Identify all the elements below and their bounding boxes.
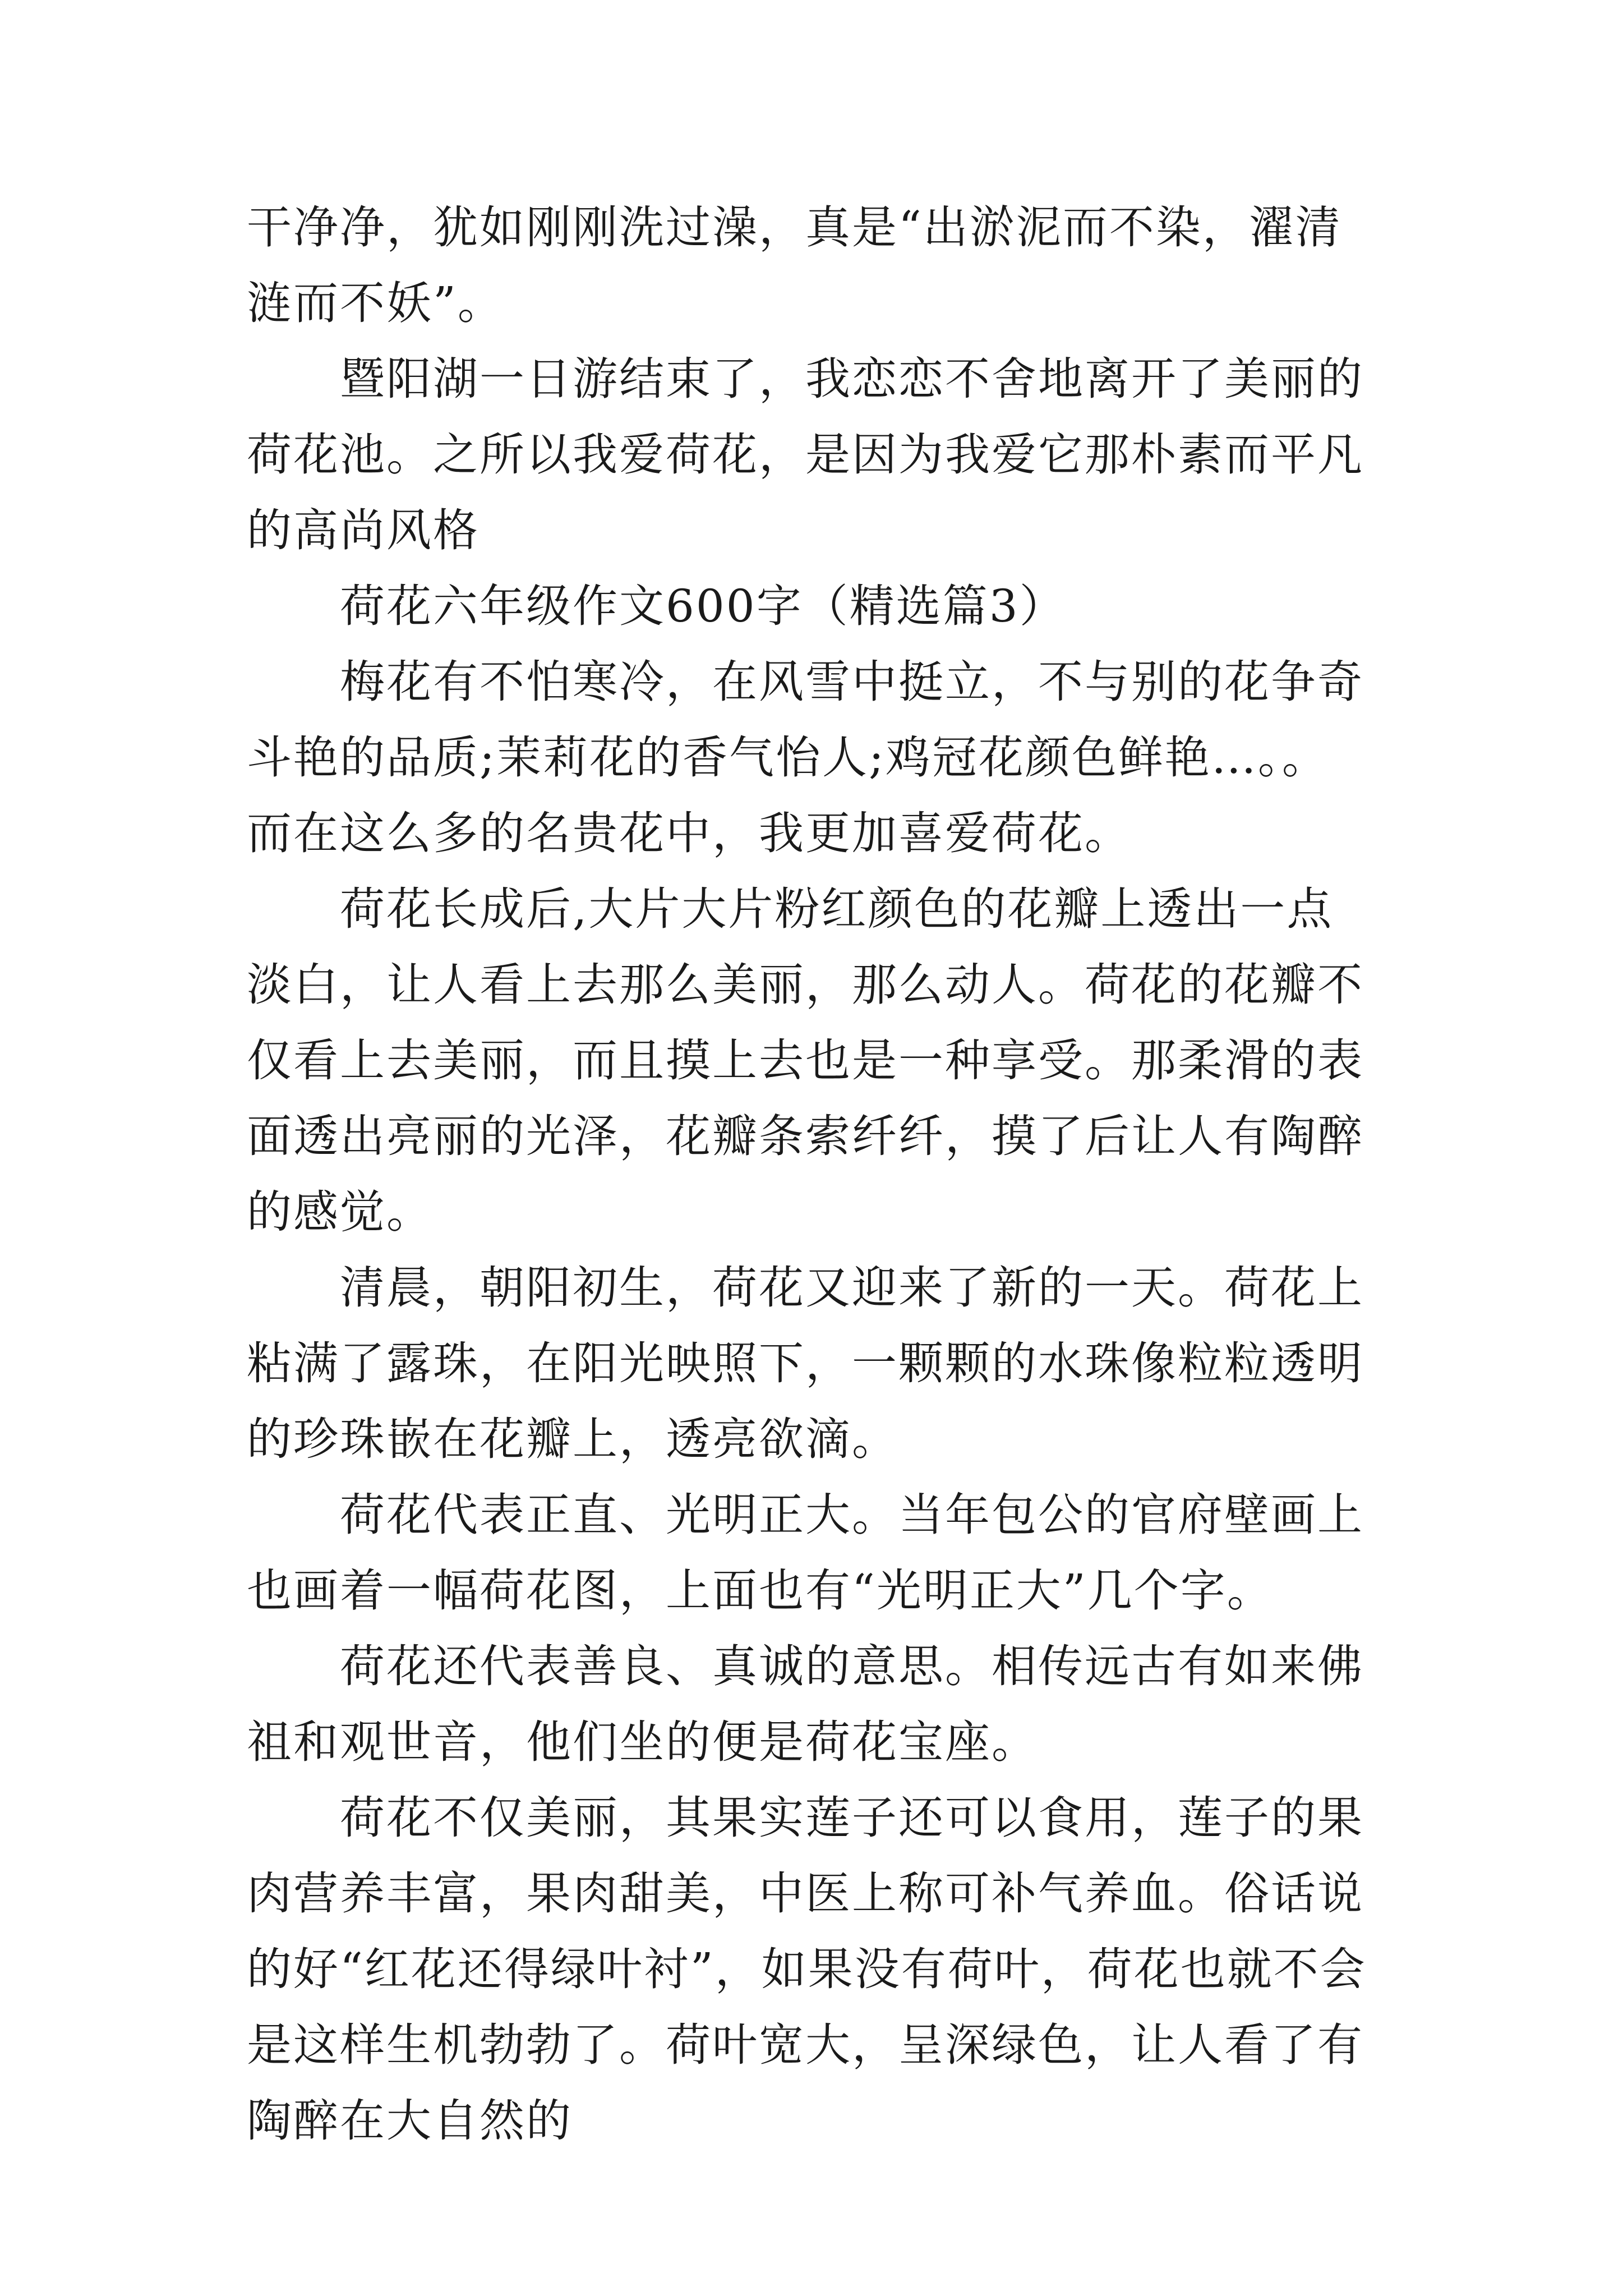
paragraph-4: 荷花长成后,大片大片粉红颜色的花瓣上透出一点淡白，让人看上去那么美丽，那么动人。荷花的花瓣不仅看上去美丽，而且摸上去也是一种享受。那柔滑的表面透出亮丽的光泽，花瓣条索纤纤，摸了后让人有陶醉的感觉。: [247, 883, 1364, 1238]
paragraph-2: 暨阳湖一日游结束了，我恋恋不舍地离开了美丽的荷花池。之所以我爱荷花，是因为我爱它那朴素而平凡的高尚风格: [247, 353, 1364, 556]
document-body: [247, 190, 1368, 2159]
paragraph-1: 干净净，犹如刚刚洗过澡，真是“出淤泥而不染，濯清涟而不妖”。: [247, 201, 1342, 329]
paragraph-7: 荷花还代表善良、真诚的意思。相传远古有如来佛祖和观世音，他们坐的便是荷花宝座。: [247, 1640, 1364, 1768]
paragraph-6: 荷花代表正直、光明正大。当年包公的官府壁画上也画着一幅荷花图，上面也有“光明正大”几个字。: [247, 1489, 1364, 1617]
section-heading: 荷花六年级作文600字（精选篇3）: [340, 580, 1066, 632]
paragraph-8: 荷花不仅美丽，其果实莲子还可以食用，莲子的果肉营养丰富，果肉甜美，中医上称可补气养血。俗话说的好“红花还得绿叶衬”，如果没有荷叶，荷花也就不会是这样生机勃勃了。荷叶宽大，呈深绿色，让人看了有陶醉在大自然的: [247, 1792, 1367, 2147]
paragraph-3: 梅花有不怕寒冷，在风雪中挺立，不与别的花争奇斗艳的品质;茉莉花的香气怡人;鸡冠花颜色鲜艳…。。而在这么多的名贵花中，我更加喜爱荷花。: [247, 656, 1364, 859]
paragraph-5: 清晨，朝阳初生，荷花又迎来了新的一天。荷花上粘满了露珠，在阳光映照下，一颗颗的水珠像粒粒透明的珍珠嵌在花瓣上，透亮欲滴。: [247, 1262, 1364, 1465]
